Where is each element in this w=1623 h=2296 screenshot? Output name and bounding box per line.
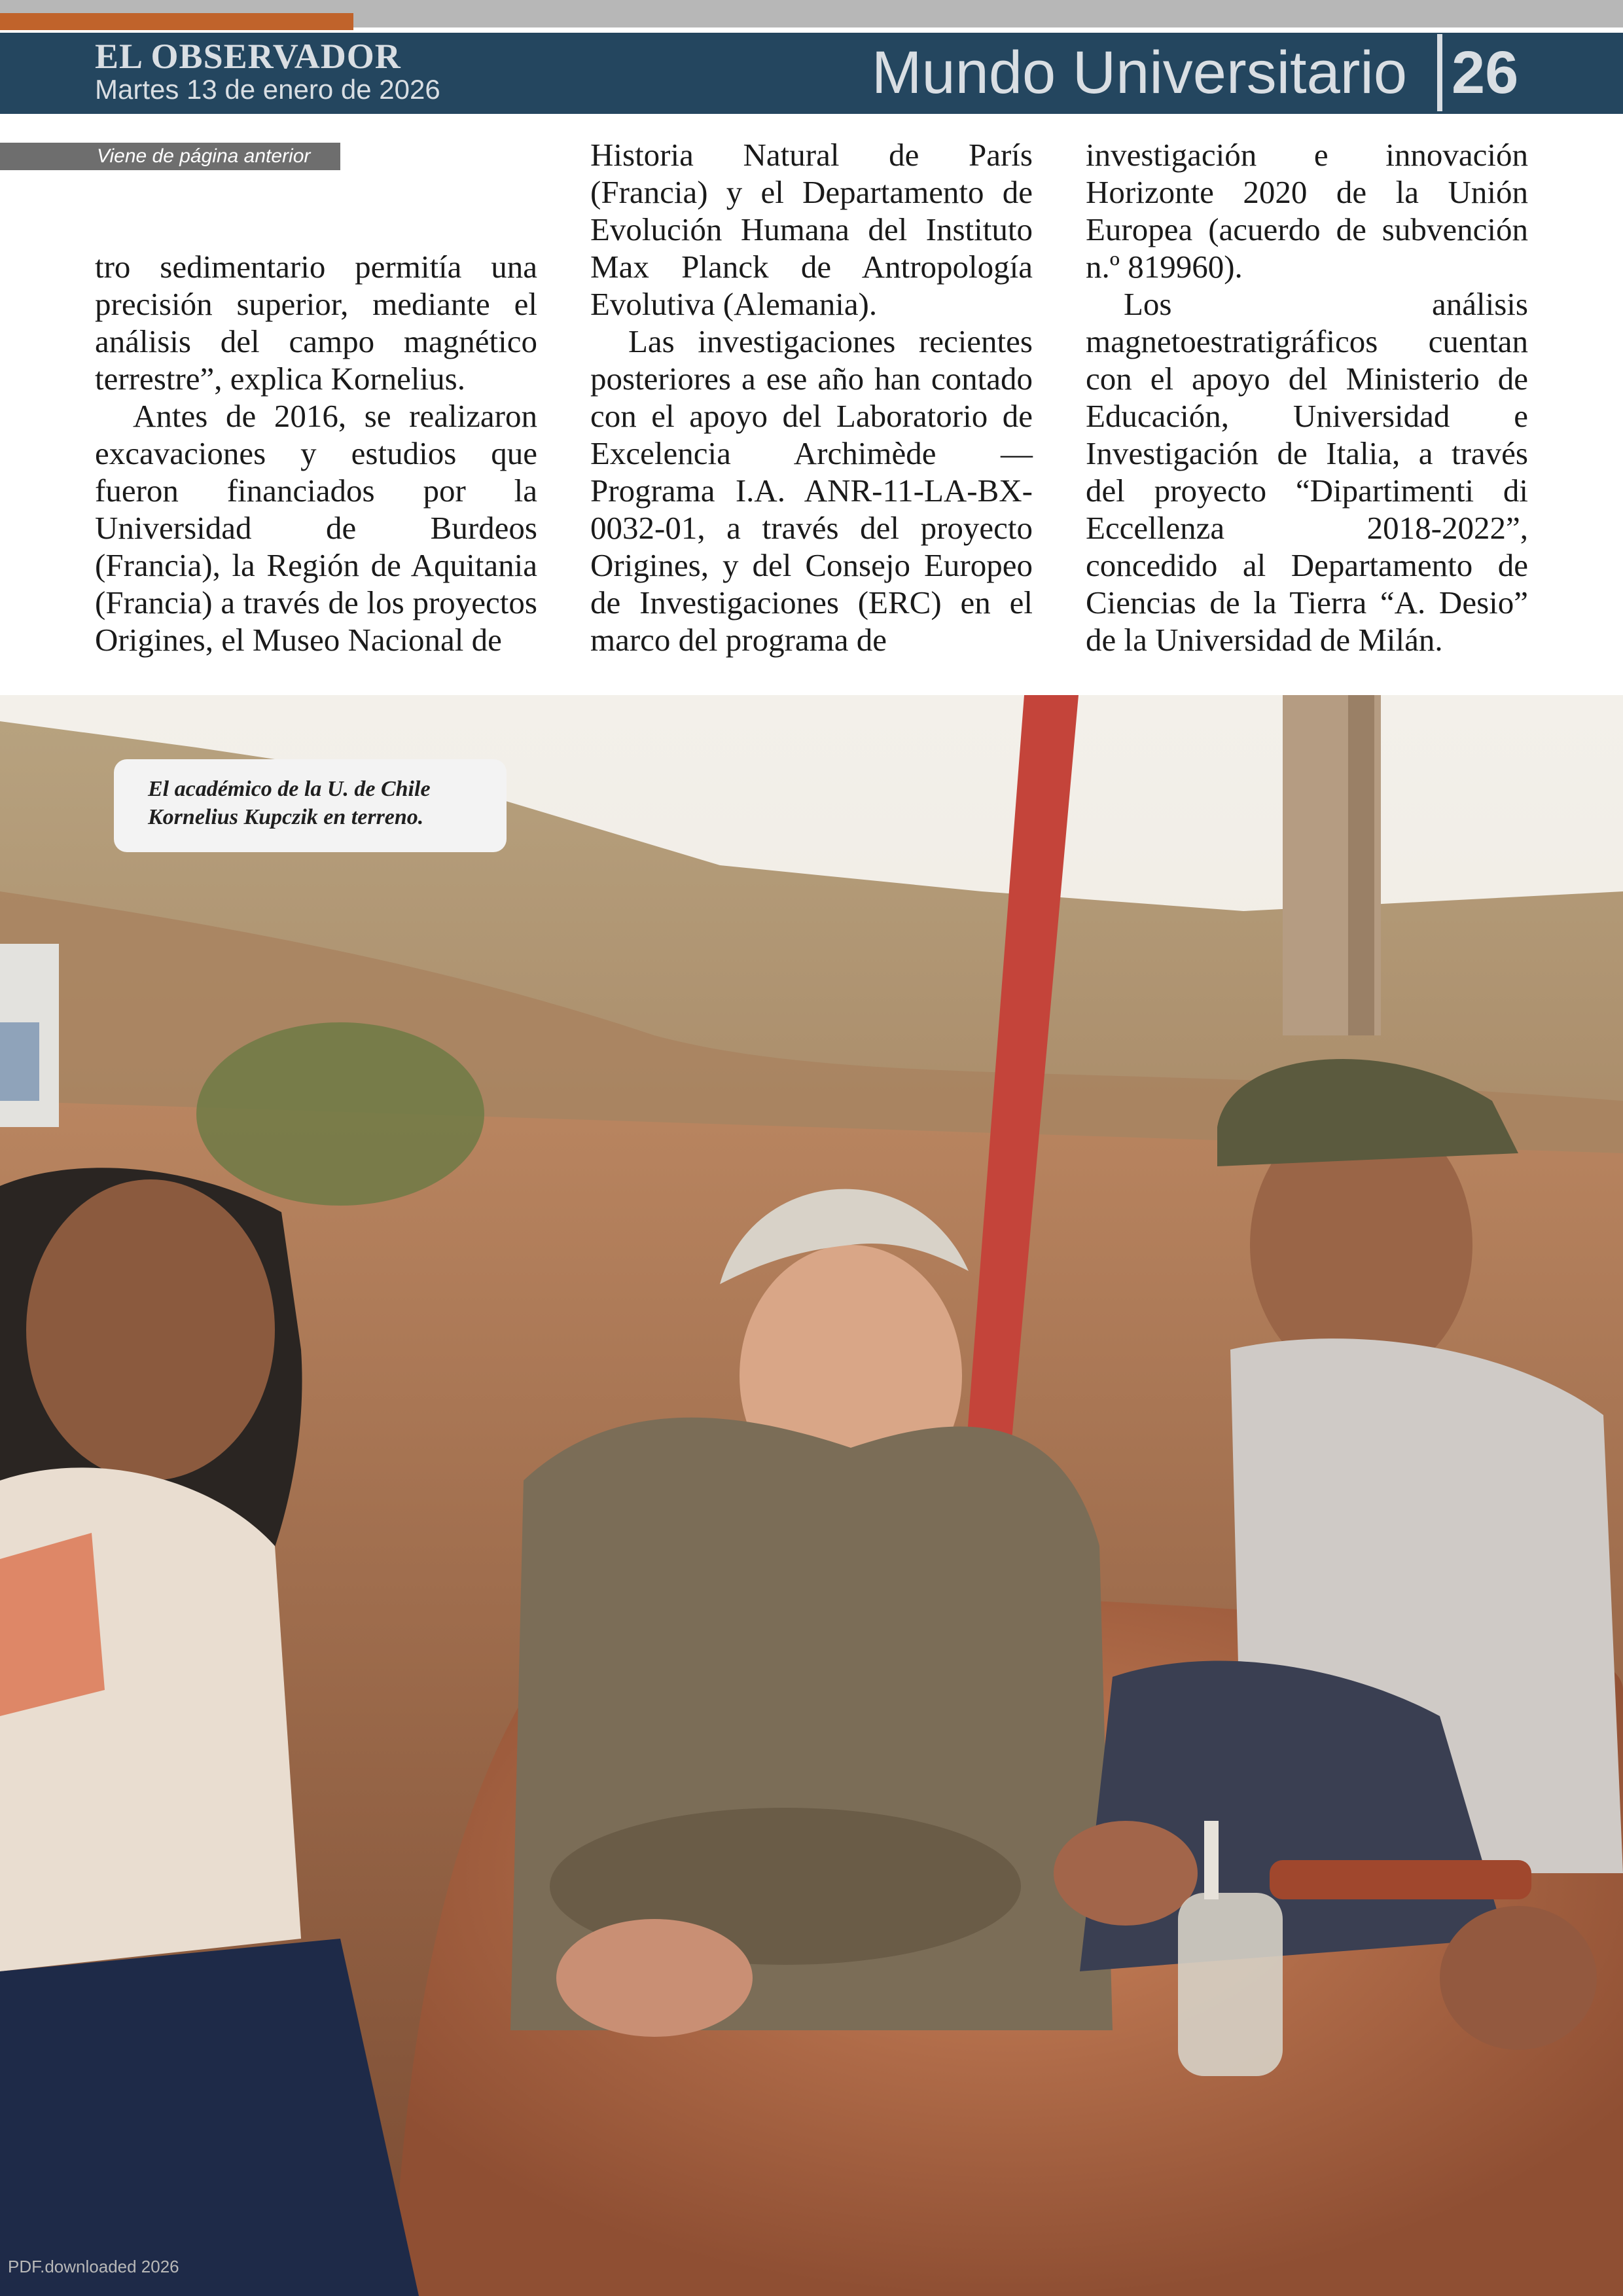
section-title: Mundo Universitario bbox=[871, 39, 1407, 106]
paragraph: tro sedimentario permitía una precisión superior, mediante el análisis del campo magnético terrestre”, explica Kornelius. bbox=[95, 249, 537, 397]
caption-line: El académico de la U. de Chile bbox=[148, 777, 431, 801]
caption-line: Kornelius Kupczik en terreno. bbox=[148, 805, 424, 829]
footer-credit: PDF.downloaded 2026 bbox=[8, 2257, 179, 2276]
issue-date: Martes 13 de enero de 2026 bbox=[95, 74, 440, 105]
article-column-3 bbox=[1086, 136, 1528, 658]
accent-bar bbox=[0, 13, 353, 30]
field-photo bbox=[0, 695, 1623, 2296]
paragraph: Los análisis magnetoestratigráficos cuentan con el apoyo del Ministerio de Educación, Universidad e Investigación de Italia, a través del proyecto “Dipartimenti di Eccellenza 2018-2022”, concedido al Departamento de Ciencias de la Tierra “A. Desio” de la Universidad de Milán. bbox=[1086, 286, 1528, 658]
article-column-2 bbox=[590, 136, 1033, 658]
masthead: EL OBSERVADOR bbox=[95, 37, 401, 76]
page-number-divider bbox=[1437, 34, 1442, 111]
page-number: 26 bbox=[1452, 39, 1519, 106]
continued-from-label: Viene de página anterior bbox=[0, 143, 340, 170]
paragraph: Historia Natural de París (Francia) y el Departamento de Evolución Humana del Instituto Max Planck de Antropología Evolutiva (Alemania). bbox=[590, 137, 1033, 322]
paragraph: Las investigaciones recientes posteriores a ese año han contado con el apoyo del Laboratorio de Excelencia Archimède —Programa I.A. ANR-11-LA-BX-0032-01, a través del proyecto Origines, y del Consejo Europeo de Investigaciones (ERC) en el marco del programa de bbox=[590, 323, 1033, 658]
article-column-1 bbox=[95, 248, 537, 658]
photo-caption bbox=[114, 759, 507, 852]
paragraph: Antes de 2016, se realizaron excavaciones y estudios que fueron financiados por la Universidad de Burdeos (Francia), la Región de Aquitania (Francia) a través de los proyectos Origines, el Museo Nacional de bbox=[95, 398, 537, 658]
paragraph: investigación e innovación Horizonte 2020 de la Unión Europea (acuerdo de subvención n.º 819960). bbox=[1086, 137, 1528, 285]
